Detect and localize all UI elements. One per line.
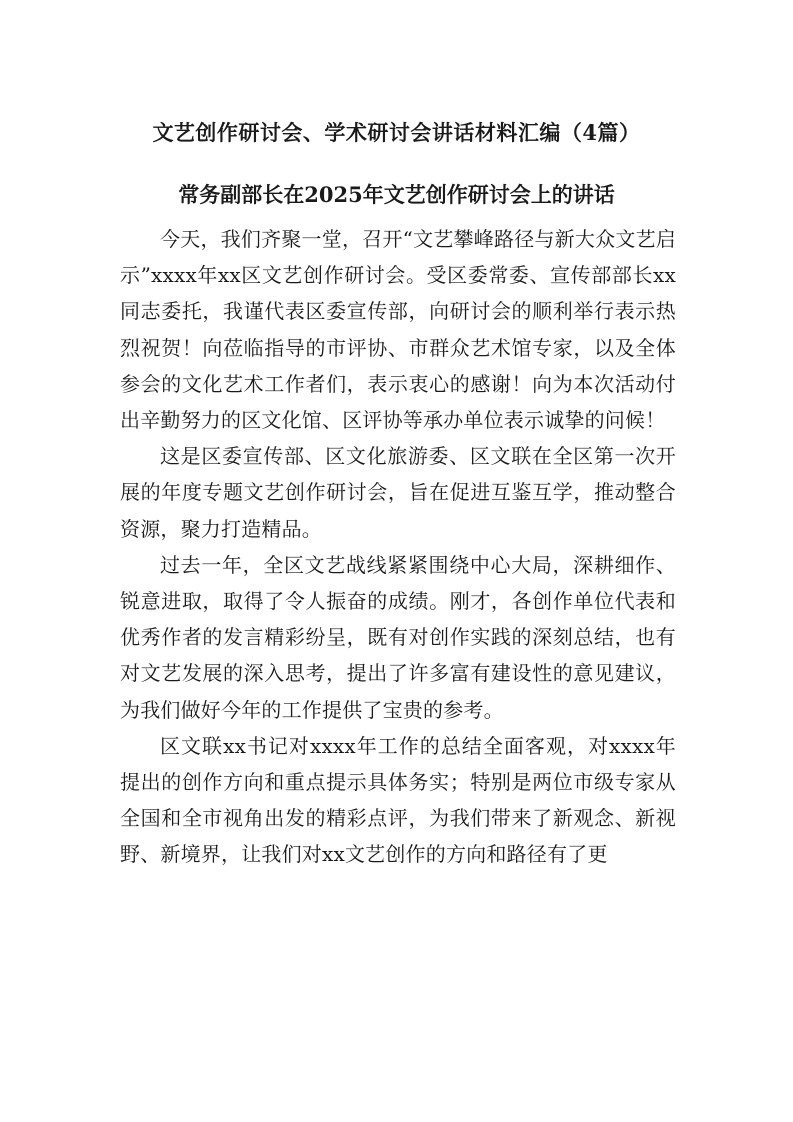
paragraph: 这是区委宣传部、区文化旅游委、区文联在全区第一次开展的年度专题文艺创作研讨会，旨在促进互鉴互学，推动整合资源，聚力打造精品。 bbox=[120, 444, 676, 541]
paragraph: 今天，我们齐聚一堂，召开“文艺攀峰路径与新大众文艺启示”xxxx年xx区文艺创作研讨会。受区委常委、宣传部部长xx同志委托，我谨代表区委宣传部，向研讨会的顺利举行表示热烈祝贺！向莅临指导的市评协、市群众艺术馆专家，以及全体参会的文化艺术工作者们，表示衷心的感谢！向为本次活动付出辛勤努力的区文化馆、区评协等承办单位表示诚挚的问候！ bbox=[120, 227, 676, 433]
document-title: 文艺创作研讨会、学术研讨会讲话材料汇编（4篇） bbox=[152, 120, 641, 145]
paragraph: 区文联xx书记对xxxx年工作的总结全面客观，对xxxx年提出的创作方向和重点提示具体务实；特别是两位市级专家从全国和全市视角出发的精彩点评，为我们带来了新观念、新视野、新境界，让我们对xx文艺创作的方向和路径有了更 bbox=[120, 733, 676, 867]
speech-title: 常务副部长在2025年文艺创作研讨会上的讲话 bbox=[178, 182, 615, 207]
document-body bbox=[120, 221, 676, 873]
paragraph: 过去一年，全区文艺战线紧紧围绕中心大局，深耕细作、锐意进取，取得了令人振奋的成绩。刚才，各创作单位代表和优秀作者的发言精彩纷呈，既有对创作实践的深刻总结，也有对文艺发展的深入思考，提出了许多富有建设性的意见建议，为我们做好今年的工作提供了宝贵的参考。 bbox=[120, 552, 676, 722]
